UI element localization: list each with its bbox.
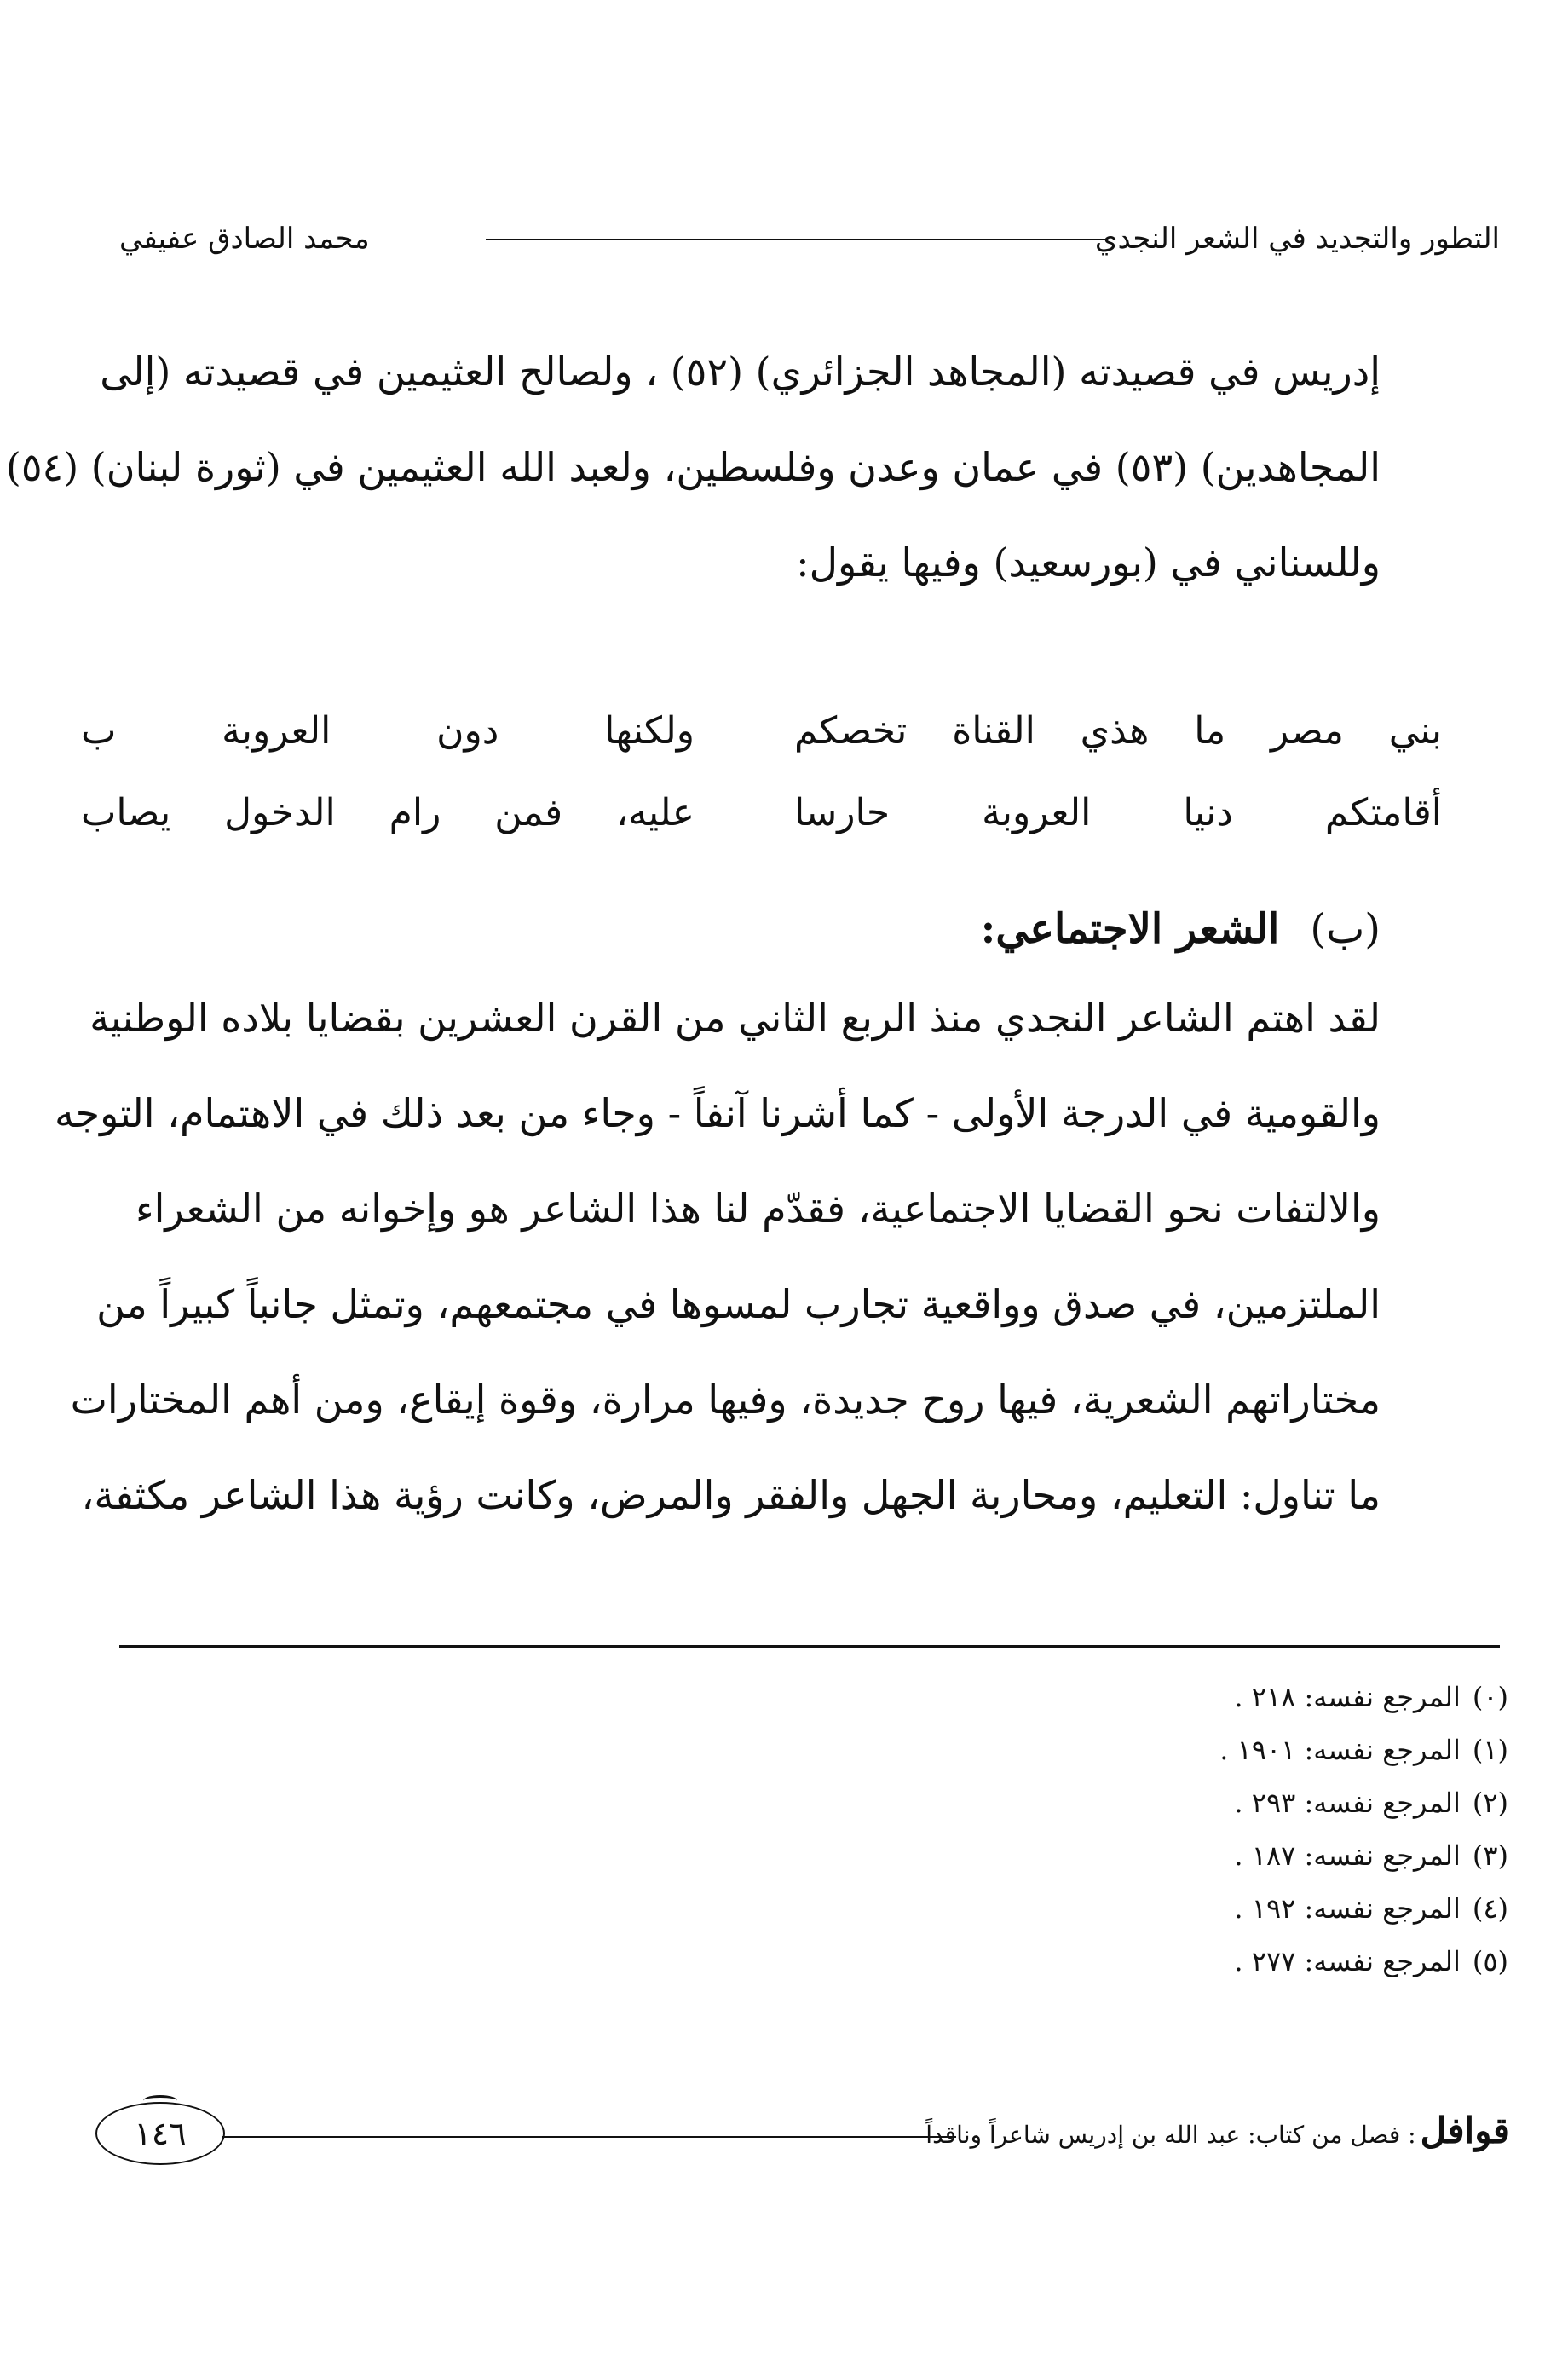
intro-paragraph	[5, 324, 1381, 610]
footnote-item	[1219, 1723, 1508, 1776]
footnote-text: المرجع نفسه: ١٩٠١ .	[1219, 1734, 1461, 1766]
footnote-item	[1219, 1882, 1508, 1935]
running-header	[119, 213, 1500, 264]
body-line: مختاراتهم الشعرية، فيها روح جديدة، وفيها مرارة، وقوة إيقاع، ومن أهم المختارات	[70, 1377, 1381, 1423]
verse-row	[81, 772, 1442, 854]
page-number: ١٤٦	[95, 2102, 225, 2165]
footnote-number: (١)	[1472, 1734, 1508, 1766]
body-paragraph	[54, 970, 1381, 1543]
footer-brand: قوافل	[1420, 2110, 1510, 2151]
section-title: الشعر الاجتماعي:	[980, 905, 1280, 953]
footnote-item	[1219, 1776, 1508, 1829]
footnote-text: المرجع نفسه: ٢٩٣ .	[1234, 1787, 1461, 1819]
header-book-title: التطور والتجديد في الشعر النجدي	[1094, 222, 1500, 256]
footnote-text: المرجع نفسه: ١٨٧ .	[1234, 1839, 1461, 1872]
footnote-number: (٢)	[1472, 1787, 1508, 1819]
body-line: والقومية في الدرجة الأولى - كما أشرنا آنفاً - وجاء من بعد ذلك في الاهتمام، التوجه	[54, 1090, 1381, 1136]
body-line: الملتزمين، في صدق وواقعية تجارب لمسوها في مجتمعهم، وتمثل جانباً كبيراً من	[96, 1281, 1381, 1327]
verse-second-hemistich: ولكنها دون العروبة ب	[81, 709, 695, 753]
verse-first-hemistich: بني مصر ما هذي القناة تخصكم	[794, 709, 1442, 753]
footer-source-text: : فصل من كتاب: عبد الله بن إدريس شاعراً وناقداً	[925, 2121, 1416, 2149]
body-line: ما تناول: التعليم، ومحاربة الجهل والفقر والمرض، وكانت رؤية هذا الشاعر مكثفة،	[81, 1472, 1381, 1518]
intro-line: إدريس في قصيدته (المجاهد الجزائري) (٥٢) ، ولصالح العثيمين في قصيدته (إلى	[100, 349, 1381, 395]
footnote-item	[1219, 1671, 1508, 1723]
verse-second-hemistich: عليه، فمن رام الدخول يصاب	[81, 791, 695, 834]
header-author: محمد الصادق عفيفي	[119, 222, 370, 256]
poem-verses	[81, 690, 1442, 854]
body-line: لقد اهتم الشاعر النجدي منذ الربع الثاني من القرن العشرين بقضايا بلاده الوطنية	[89, 995, 1381, 1041]
footnote-text: المرجع نفسه: ٢٧٧ .	[1234, 1945, 1461, 1978]
page-footer	[95, 2097, 1510, 2165]
footnote-item	[1219, 1829, 1508, 1882]
footnote-separator	[119, 1645, 1500, 1648]
footer-series	[925, 2097, 1510, 2173]
footnote-number: (٣)	[1472, 1839, 1508, 1872]
section-marker: (ب)	[1310, 905, 1381, 953]
footnote-number: (٥)	[1472, 1945, 1508, 1978]
section-heading	[981, 895, 1381, 963]
body-line: والالتفات نحو القضايا الاجتماعية، فقدّم لنا هذا الشاعر هو وإخوانه من الشعراء	[135, 1186, 1381, 1232]
footer-rule	[222, 2136, 956, 2138]
verse-first-hemistich: أقامتكم دنيا العروبة حارسا	[794, 791, 1442, 834]
footnote-text: المرجع نفسه: ١٩٢ .	[1234, 1892, 1461, 1925]
footnote-item	[1219, 1935, 1508, 1988]
footnotes	[1219, 1671, 1508, 1988]
intro-line: وللسناني في (بورسعيد) وفيها يقول:	[796, 540, 1381, 586]
footnote-text: المرجع نفسه: ٢١٨ .	[1234, 1681, 1461, 1713]
footnote-number: (٠)	[1472, 1681, 1508, 1713]
intro-line: المجاهدين) (٥٣) في عمان وعدن وفلسطين، ولعبد الله العثيمين في (ثورة لبنان) (٥٤)	[5, 444, 1381, 490]
header-rule	[486, 239, 1108, 240]
footnote-number: (٤)	[1472, 1892, 1508, 1925]
verse-row	[81, 690, 1442, 772]
